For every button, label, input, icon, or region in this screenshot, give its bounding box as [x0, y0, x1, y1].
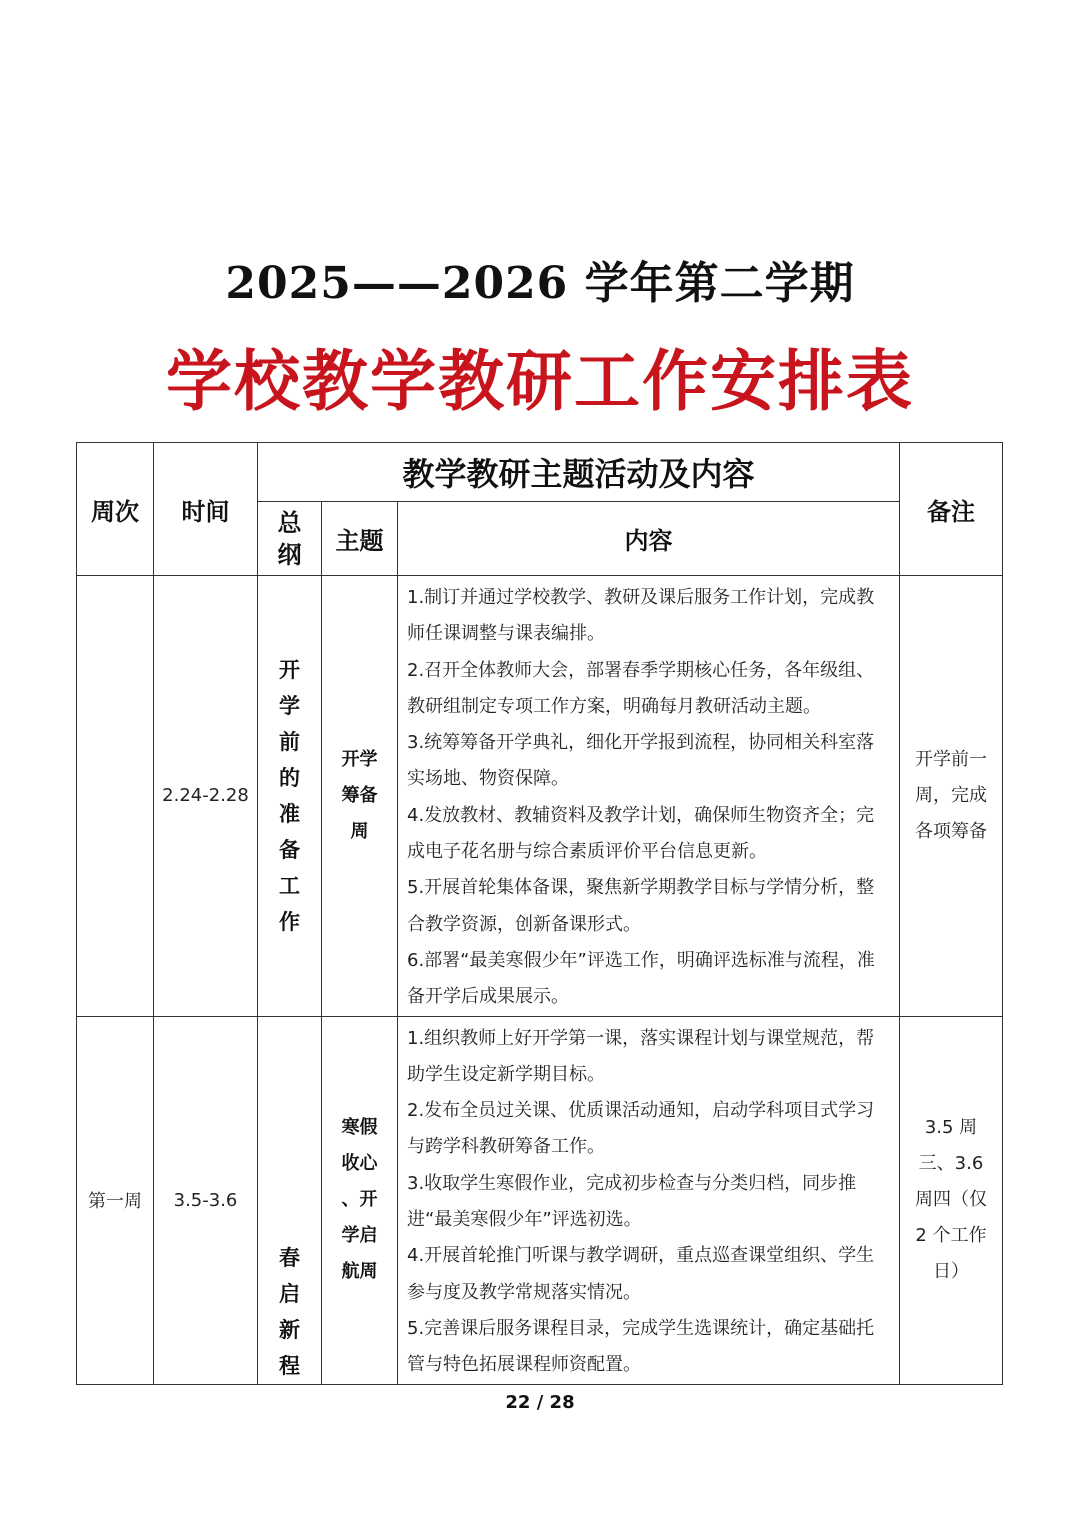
table-row — [77, 1016, 1003, 1384]
content-item: 5.开展首轮集体备课，聚焦新学期教学目标与学情分析，整合教学资源，创新备课形式。 — [407, 877, 875, 935]
header-time: 时间 — [154, 443, 258, 576]
content-item: 6.部署“最美寒假少年”评选工作，明确评选标准与流程，准备开学后成果展示。 — [407, 949, 875, 1008]
row-outline-text: 开 学 前 的 准 备 工 作 — [279, 657, 300, 934]
row-outline — [258, 576, 322, 1017]
header-week: 周次 — [77, 443, 154, 576]
content-item: 2.发布全员过关课、优质课活动通知，启动学科项目式学习与跨学科教研筹备工作。 — [407, 1100, 875, 1158]
document-title-line2: 学校教学教研工作安排表 — [166, 342, 914, 420]
row-remark-text: 开学前一周，完成各项筹备 — [915, 748, 987, 842]
content-item: 2.召开全体教师大会，部署春季学期核心任务，各年级组、教研组制定专项工作方案，明确每月教研活动主题。 — [407, 659, 875, 717]
row-time: 2.24-2.28 — [154, 576, 258, 1017]
header-group: 教学教研主题活动及内容 — [258, 443, 900, 502]
header-row-1 — [77, 443, 1003, 502]
row-week: 第一周 — [77, 1016, 154, 1384]
row-week — [77, 576, 154, 1017]
header-theme: 主题 — [322, 502, 398, 576]
document-title-line1: 2025——2026 学年第二学期 — [225, 258, 855, 309]
row-theme-text: 寒假 收心 、开 学启 航周 — [341, 1117, 378, 1283]
header-outline — [258, 502, 322, 576]
content-item: 3.统筹筹备开学典礼，细化开学报到流程，协同相关科室落实场地、物资保障。 — [407, 732, 875, 790]
content-item: 4.开展首轮推门听课与教学调研，重点巡查课堂组织、学生参与度及教学常规落实情况。 — [407, 1245, 875, 1303]
row-outline — [258, 1016, 322, 1384]
content-item: 5.完善课后服务课程目录，完成学生选课统计，确定基础托管与特色拓展课程师资配置。 — [407, 1317, 875, 1376]
content-item: 1.组织教师上好开学第一课，落实课程计划与课堂规范，帮助学生设定新学期目标。 — [407, 1027, 875, 1085]
row-content — [398, 1016, 900, 1384]
row-remark-text: 3.5 周三、3.6 周四（仅 2 个工作日） — [915, 1117, 987, 1283]
row-theme — [322, 1016, 398, 1384]
header-remark: 备注 — [900, 443, 1003, 576]
row-remark — [900, 1016, 1003, 1384]
table-row — [77, 576, 1003, 1017]
row-content — [398, 576, 900, 1017]
row-outline-text: 春 启 新 程 — [279, 1245, 300, 1378]
content-item: 1.制订并通过学校教学、教研及课后服务工作计划，完成教师任课调整与课表编排。 — [407, 587, 875, 645]
schedule-table — [76, 442, 1003, 1385]
content-item: 4.发放教材、教辅资料及教学计划，确保师生物资齐全；完成电子花名册与综合素质评价平台信息更新。 — [407, 804, 875, 863]
header-outline-text: 总 纲 — [277, 508, 302, 569]
page-number: 22 / 28 — [505, 1392, 575, 1413]
header-content: 内容 — [398, 502, 900, 576]
row-theme-text: 开学 筹备 周 — [341, 748, 378, 842]
row-theme — [322, 576, 398, 1017]
content-item: 3.收取学生寒假作业，完成初步检查与分类归档，同步推进“最美寒假少年”评选初选。 — [407, 1172, 857, 1231]
row-remark — [900, 576, 1003, 1017]
row-time: 3.5-3.6 — [154, 1016, 258, 1384]
